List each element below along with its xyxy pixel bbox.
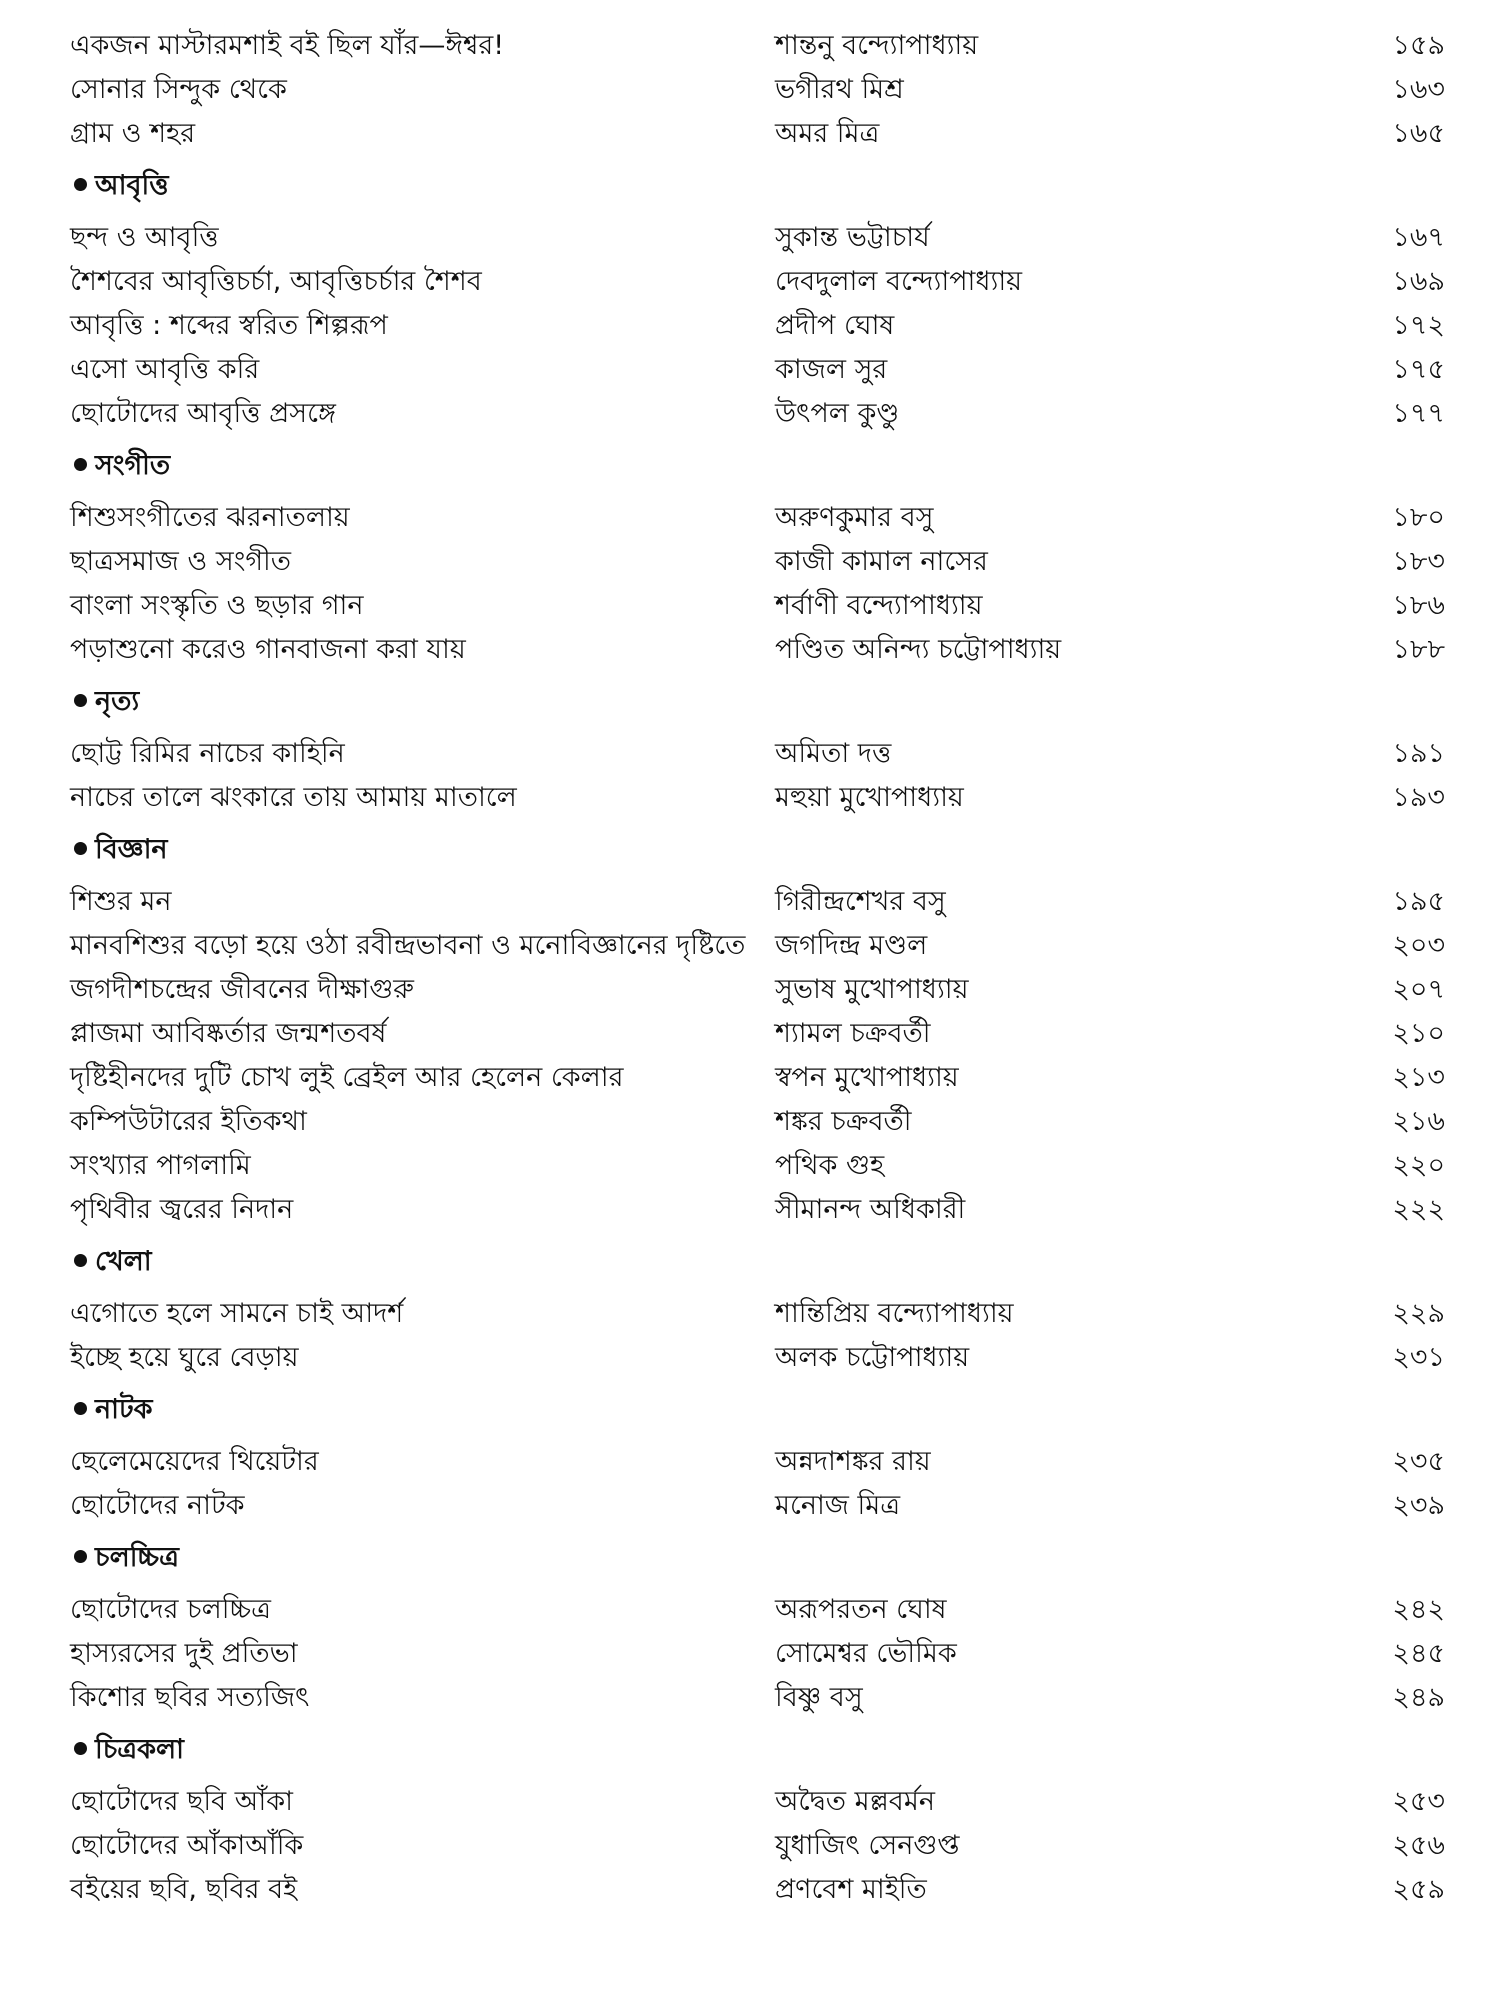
entry-title: ছেলেমেয়েদের থিয়েটার: [70, 1446, 319, 1477]
entry-title: ছোট্ট রিমির নাচের কাহিনি: [70, 738, 345, 769]
section-label: [74, 1240, 152, 1284]
entry-title: এসো আবৃত্তি করি: [70, 354, 260, 385]
entry-title: পৃথিবীর জ্বরের নিদান: [70, 1194, 294, 1225]
entry-title: মানবশিশুর বড়ো হয়ে ওঠা রবীন্দ্রভাবনা ও মনোবিজ্ঞানের দৃষ্টিতে: [70, 930, 746, 961]
entry-author: শঙ্কর চক্রবর্তী: [775, 1106, 912, 1137]
toc-entry: [0, 1012, 1500, 1056]
entry-page-number: ১৫৯: [1392, 30, 1445, 61]
entry-title: শিশুর মন: [70, 886, 172, 917]
entry-title: হাস্যরসের দুই প্রতিভা: [70, 1638, 298, 1669]
entry-author: অলক চট্টোপাধ্যায়: [775, 1342, 970, 1373]
entry-author: অমিতা দত্ত: [775, 738, 892, 769]
toc-entry: [0, 24, 1500, 68]
toc-entry: [0, 584, 1500, 628]
entry-title: ছন্দ ও আবৃত্তি: [70, 222, 219, 253]
toc-entry: [0, 1676, 1500, 1720]
toc-entry: [0, 732, 1500, 776]
toc-entry: [0, 1188, 1500, 1232]
entry-page-number: ১৮৩: [1392, 546, 1445, 577]
entry-author: যুধাজিৎ সেনগুপ্ত: [775, 1830, 960, 1861]
section-name: নৃত্য: [95, 686, 140, 717]
entry-title: ছোটোদের চলচ্চিত্র: [70, 1594, 271, 1625]
entry-page-number: ১৯৩: [1392, 782, 1445, 813]
toc-entry: [0, 304, 1500, 348]
section-name: সংগীত: [95, 450, 171, 481]
entry-page-number: ১৯১: [1392, 738, 1445, 769]
entry-author: অরুণকুমার বসু: [775, 502, 934, 533]
entry-title: গ্রাম ও শহর: [70, 118, 196, 149]
entry-author: সুকান্ত ভট্টাচার্য: [775, 222, 930, 253]
toc-entry: [0, 392, 1500, 436]
entry-title: বইয়ের ছবি, ছবির বই: [70, 1874, 298, 1905]
entry-author: জগদিন্দ্র মণ্ডল: [775, 930, 928, 961]
entry-title: জগদীশচন্দ্রের জীবনের দীক্ষাগুরু: [70, 974, 415, 1005]
entry-title: পড়াশুনো করেও গানবাজনা করা যায়: [70, 634, 466, 665]
entry-page-number: ২৩১: [1392, 1342, 1445, 1373]
entry-title: শৈশবের আবৃত্তিচর্চা, আবৃত্তিচর্চার শৈশব: [70, 266, 482, 297]
entry-page-number: ২১৬: [1392, 1106, 1445, 1137]
bullet-icon: [74, 842, 87, 855]
entry-page-number: ২৩৯: [1392, 1490, 1445, 1521]
entry-author: বিষ্ণু বসু: [775, 1682, 863, 1713]
toc-entry: [0, 1440, 1500, 1484]
toc-entry: [0, 1100, 1500, 1144]
entry-page-number: ২৪৯: [1392, 1682, 1445, 1713]
entry-title: ছোটোদের ছবি আঁকা: [70, 1786, 293, 1817]
entry-author: পথিক গুহ: [775, 1150, 885, 1181]
toc-entry: [0, 968, 1500, 1012]
section-name: নাটক: [95, 1394, 153, 1425]
entry-title: ছোটোদের নাটক: [70, 1490, 245, 1521]
bullet-icon: [74, 1402, 87, 1415]
entry-author: অদ্বৈত মল্লবর্মন: [775, 1786, 935, 1817]
entry-title: আবৃত্তি : শব্দের স্বরিত শিল্পরূপ: [70, 310, 388, 341]
entry-page-number: ২০৭: [1392, 974, 1445, 1005]
entry-page-number: ২২৯: [1392, 1298, 1445, 1329]
section-heading: [0, 444, 1500, 488]
entry-page-number: ১৭৭: [1392, 398, 1445, 429]
entry-author: শান্তনু বন্দ্যোপাধ্যায়: [775, 30, 979, 61]
entry-title: দৃষ্টিহীনদের দুটি চোখ লুই ব্রেইল আর হেলেন কেলার: [70, 1062, 624, 1093]
toc-entry: [0, 924, 1500, 968]
entry-page-number: ১৬৫: [1392, 118, 1445, 149]
entry-author: গিরীন্দ্রশেখর বসু: [775, 886, 946, 917]
entry-page-number: ২৪৫: [1392, 1638, 1445, 1669]
entry-author: শ্যামল চক্রবর্তী: [775, 1018, 931, 1049]
section-heading: [0, 680, 1500, 724]
section-name: বিজ্ঞান: [95, 834, 168, 865]
toc-entry: [0, 880, 1500, 924]
section-label: [74, 680, 139, 724]
toc-entry: [0, 112, 1500, 156]
section-label: [74, 1536, 179, 1580]
entry-page-number: ১৬৩: [1392, 74, 1445, 105]
entry-title: বাংলা সংস্কৃতি ও ছড়ার গান: [70, 590, 364, 621]
entry-author: দেবদুলাল বন্দ্যোপাধ্যায়: [775, 266, 1023, 297]
entry-page-number: ১৭৫: [1392, 354, 1445, 385]
entry-page-number: ১৭২: [1392, 310, 1445, 341]
entry-author: সীমানন্দ অধিকারী: [775, 1194, 966, 1225]
entry-page-number: ২৩৫: [1392, 1446, 1445, 1477]
entry-page-number: ১৯৫: [1392, 886, 1445, 917]
toc-entry: [0, 1588, 1500, 1632]
entry-title: শিশুসংগীতের ঝরনাতলায়: [70, 502, 350, 533]
entry-author: স্বপন মুখোপাধ্যায়: [775, 1062, 959, 1093]
section-name: চলচ্চিত্র: [95, 1542, 179, 1573]
toc-entry: [0, 1144, 1500, 1188]
entry-title: প্লাজমা আবিষ্কর্তার জন্মশতবর্ষ: [70, 1018, 387, 1049]
entry-author: পণ্ডিত অনিন্দ্য চট্টোপাধ্যায়: [775, 634, 1062, 665]
toc-entry: [0, 348, 1500, 392]
entry-author: সুভাষ মুখোপাধ্যায়: [775, 974, 969, 1005]
toc-entry: [0, 1780, 1500, 1824]
entry-page-number: ২২২: [1392, 1194, 1445, 1225]
entry-author: মহুয়া মুখোপাধ্যায়: [775, 782, 964, 813]
section-name: চিত্রকলা: [95, 1734, 184, 1765]
entry-title: ইচ্ছে হয়ে ঘুরে বেড়ায়: [70, 1342, 299, 1373]
entry-page-number: ১৮০: [1392, 502, 1445, 533]
bullet-icon: [74, 178, 87, 191]
entry-author: মনোজ মিত্র: [775, 1490, 901, 1521]
section-heading: [0, 1728, 1500, 1772]
entry-page-number: ২৫৩: [1392, 1786, 1445, 1817]
entry-title: সোনার সিন্দুক থেকে: [70, 74, 287, 105]
entry-page-number: ১৮৬: [1392, 590, 1445, 621]
toc-entry: [0, 1824, 1500, 1868]
section-label: [74, 444, 170, 488]
toc-entry: [0, 1632, 1500, 1676]
section-heading: [0, 1388, 1500, 1432]
entry-author: শর্বাণী বন্দ্যোপাধ্যায়: [775, 590, 983, 621]
entry-title: কম্পিউটারের ইতিকথা: [70, 1106, 307, 1137]
bullet-icon: [74, 1254, 87, 1267]
entry-page-number: ২৪২: [1392, 1594, 1445, 1625]
toc-entry: [0, 68, 1500, 112]
entry-author: শান্তিপ্রিয় বন্দ্যোপাধ্যায়: [775, 1298, 1014, 1329]
entry-author: প্রণবেশ মাইতি: [775, 1874, 927, 1905]
section-label: [74, 1388, 153, 1432]
entry-page-number: ২১৩: [1392, 1062, 1445, 1093]
section-name: খেলা: [95, 1246, 152, 1277]
section-heading: [0, 1240, 1500, 1284]
entry-author: প্রদীপ ঘোষ: [775, 310, 895, 341]
entry-title: কিশোর ছবির সত্যজিৎ: [70, 1682, 310, 1713]
toc-entry: [0, 1292, 1500, 1336]
bullet-icon: [74, 1742, 87, 1755]
section-label: [74, 1728, 184, 1772]
entry-page-number: ২৫৯: [1392, 1874, 1445, 1905]
toc-entry: [0, 776, 1500, 820]
entry-title: ছোটোদের আঁকাআঁকি: [70, 1830, 304, 1861]
section-heading: [0, 828, 1500, 872]
entry-page-number: ২২০: [1392, 1150, 1445, 1181]
entry-title: এগোতে হলে সামনে চাই আদর্শ: [70, 1298, 404, 1329]
entry-author: সোমেশ্বর ভৌমিক: [775, 1638, 957, 1669]
section-heading: [0, 1536, 1500, 1580]
section-label: [74, 828, 168, 872]
entry-page-number: ১৬৯: [1392, 266, 1445, 297]
bullet-icon: [74, 694, 87, 707]
section-heading: [0, 164, 1500, 208]
toc-entry: [0, 628, 1500, 672]
toc-entry: [0, 540, 1500, 584]
toc-entry: [0, 260, 1500, 304]
entry-author: কাজী কামাল নাসের: [775, 546, 988, 577]
section-name: আবৃত্তি: [95, 170, 169, 201]
entry-title: ছোটোদের আবৃত্তি প্রসঙ্গে: [70, 398, 336, 429]
entry-title: নাচের তালে ঝংকারে তায় আমায় মাতালে: [70, 782, 517, 813]
entry-page-number: ২০৩: [1392, 930, 1445, 961]
bullet-icon: [74, 458, 87, 471]
entry-author: অন্নদাশঙ্কর রায়: [775, 1446, 931, 1477]
toc-entry: [0, 1336, 1500, 1380]
toc-entry: [0, 1484, 1500, 1528]
entry-page-number: ২৫৬: [1392, 1830, 1445, 1861]
entry-author: অরূপরতন ঘোষ: [775, 1594, 947, 1625]
toc-entry: [0, 496, 1500, 540]
toc-entry: [0, 216, 1500, 260]
entry-title: একজন মাস্টারমশাই বই ছিল যাঁর—ঈশ্বর!: [70, 30, 505, 61]
section-label: [74, 164, 169, 208]
entry-page-number: ১৮৮: [1392, 634, 1445, 665]
entry-title: সংখ্যার পাগলামি: [70, 1150, 251, 1181]
entry-author: ভগীরথ মিশ্র: [775, 74, 904, 105]
toc-entry: [0, 1868, 1500, 1912]
entry-page-number: ১৬৭: [1392, 222, 1445, 253]
entry-author: অমর মিত্র: [775, 118, 880, 149]
entry-page-number: ২১০: [1392, 1018, 1445, 1049]
entry-author: উৎপল কুণ্ডু: [775, 398, 900, 429]
entry-author: কাজল সুর: [775, 354, 888, 385]
entry-title: ছাত্রসমাজ ও সংগীত: [70, 546, 292, 577]
bullet-icon: [74, 1550, 87, 1563]
toc-entry: [0, 1056, 1500, 1100]
